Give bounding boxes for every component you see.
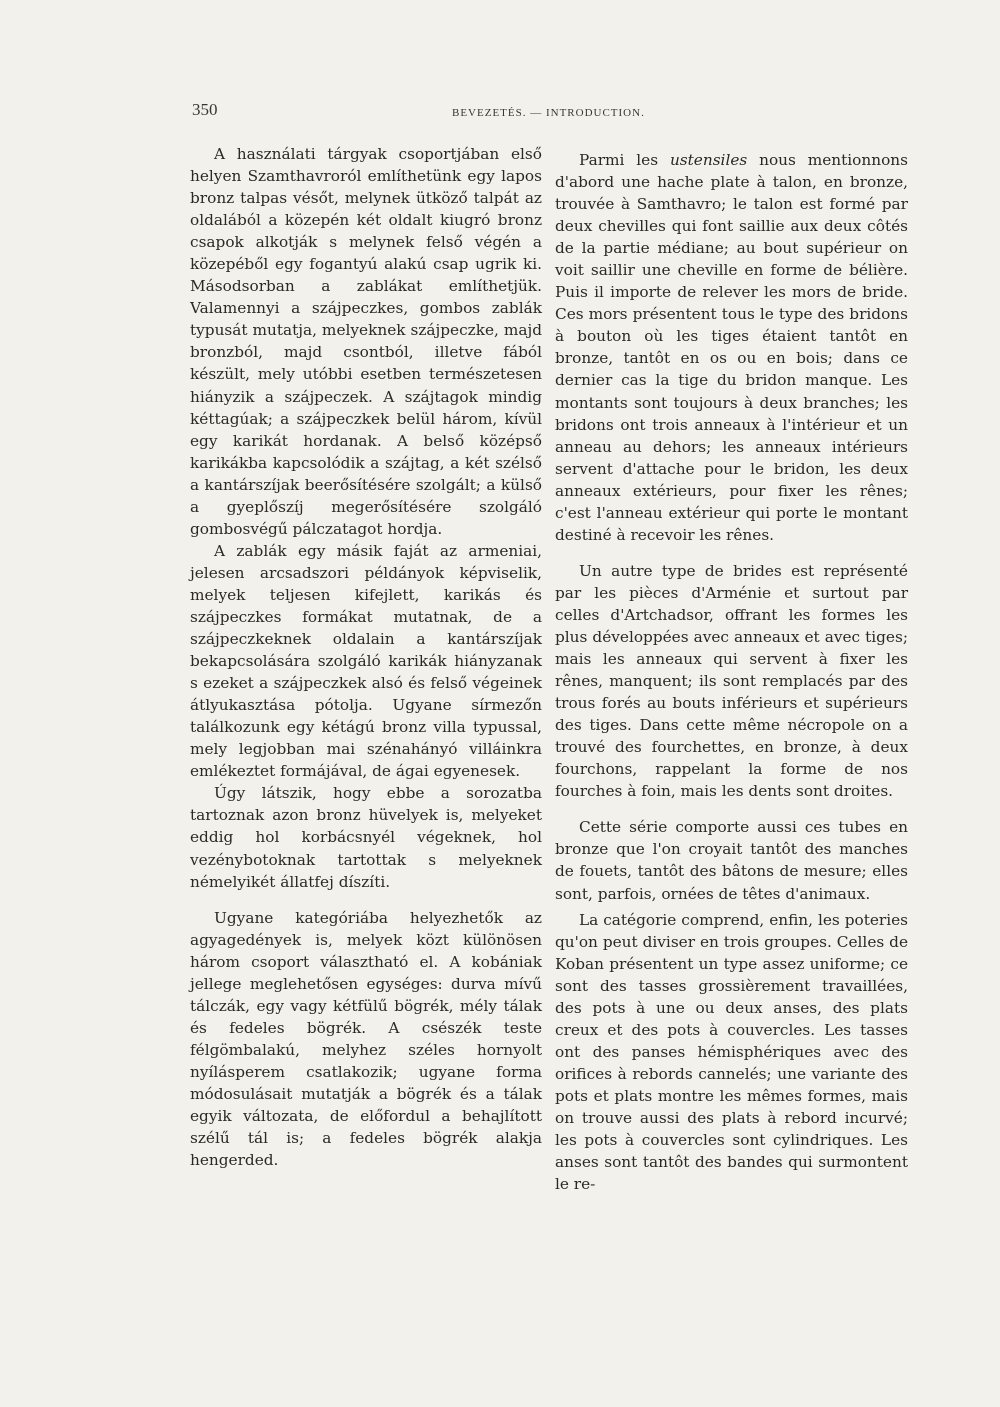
hu-paragraph-4: Ugyane kategóriába helyezhetők az agyagedények is, melyek közt különösen három csoport választható el. A kobániak jellege meglehetősen egységes: durva mívű tálczák, egy vagy kétfülű bögrék, mély tálak és fedeles bögrék. A csészék teste félgömbalakú, melyhez széles hornyolt nyílásperem csatlakozik; ugyane forma módosulásait mutatják a bögrék és a tálak egyik változata, de előfordul a behajlított szélű tál is; a fedeles bögrék alakja hengerded. — [190, 908, 542, 1170]
hu-paragraph-3: Úgy látszik, hogy ebbe a sorozatba tartoznak azon bronz hüvelyek is, melyeket eddig hol korbácsnyél végeknek, hol vezénybotoknak tartottak s melyeknek némelyikét állatfej díszíti. — [190, 784, 542, 891]
italic-term: ustensiles — [669, 151, 748, 169]
hungarian-column — [190, 143, 542, 1171]
hu-paragraph-2: A zablák egy másik faját az armeniai, jelesen arcsadszori példányok képviselik, melyek teljesen kifejlett, karikás és szájpeczkes formákat mutatnak, de a szájpeczkeknek oldalain a kantárszíjak bekapcsolására szolgáló karikák hiányzanak s ezeket a szájpeczkek alsó és felső végeinek átlyukasztása pótolja. Ugyane sírmezőn találkozunk egy kétágú bronz villa typussal, mely legjobban mai szénahányó villáinkra emlékeztet formájával, de ágai egyenesek. — [190, 541, 542, 781]
fr-paragraph-3: Cette série comporte aussi ces tubes en bronze que l'on croyait tantôt des manches de fouets, tantôt des bâtons de mesure; elles sont, parfois, ornées de têtes d'animaux. — [555, 818, 908, 903]
fr-paragraph-1: Parmi les ustensiles nous mentionnons d'abord une hache plate à talon, en bronze, trouvée à Samthavro; le talon est formé par deux chevilles qui font saillie aux deux côtés de la partie médiane; au bout supérieur on voit saillir une cheville en forme de bélière. Puis il importe de relever les mors de bride. Ces mors présentent tous le type des bridons à bouton où les tiges étaient tantôt en bronze, tantôt en os ou en bois; dans ce dernier cas la tige du bridon manque. Les montants sont toujours à deux branches; les bridons ont trois anneaux à l'intérieur et un anneau au dehors; les anneaux intérieurs servent d'attache pour le bridon, les deux anneaux extérieurs, pour fixer les rênes; c'est l'anneau extérieur qui porte le montant destiné à recevoir les rênes. — [555, 151, 908, 544]
french-column — [555, 143, 908, 1195]
page-number: 350 — [192, 100, 218, 119]
fr-paragraph-2: Un autre type de brides est représenté par les pièces d'Arménie et surtout par celles d'Artchadsor, offrant les formes les plus développées avec anneaux et avec tiges; mais les anneaux qui servent à fixer les rênes, manquent; ils sont remplacés par des trous forés au bouts inférieurs et supérieurs des tiges. Dans cette même nécropole on a trouvé des fourchettes, en bronze, à deux fourchons, rappelant la forme de nos fourches à foin, mais les dents sont droites. — [555, 561, 908, 801]
hu-paragraph-1: A használati tárgyak csoportjában első helyen Szamthavroról említhetünk egy lapos bronz talpas vésőt, melynek ütköző talpát az oldalából a közepén két oldalt kiugró bronz csapok alkotják s melynek felső végén a közepéből egy fogantyú alakú csap ugrik ki. Másodsorban a zablákat említhetjük. Valamennyi a szájpeczkes, gombos zablák typusát mutatja, melyeknek szájpeczke, majd bronzból, majd csontból, illetve fából készült, mely utóbbi esetben természetesen hiányzik a szájpeczek. A szájtagok mindig kéttagúak; a szájpeczkek belül három, kívül egy karikát hordanak. A belső középső karikákba kapcsolódik a szájtag, a két szélső a kantárszíjak beerősítésére szolgált; a külső a gyeplőszíj megerősítésére szolgáló gombosvégű pálczatagot hordja. — [190, 145, 542, 538]
running-head: BEVEZETÉS. — INTRODUCTION. — [452, 107, 645, 119]
fr-paragraph-4: La catégorie comprend, enfin, les poteries qu'on peut diviser en trois groupes. Celles de Koban présentent un type assez uniforme; ce sont des tasses grossièrement travaillées, des pots à une ou deux anses, des plats creux et des pots à couvercles. Les tasses ont des panses hémisphériques avec des orifices à rebords cannelés; une variante des pots et plats montre les mêmes formes, mais on trouve aussi des plats à rebord incurvé; les pots à couvercles sont cylindriques. Les anses sont tantôt des bandes qui surmontent le re- — [555, 910, 908, 1194]
page-header — [192, 100, 662, 124]
